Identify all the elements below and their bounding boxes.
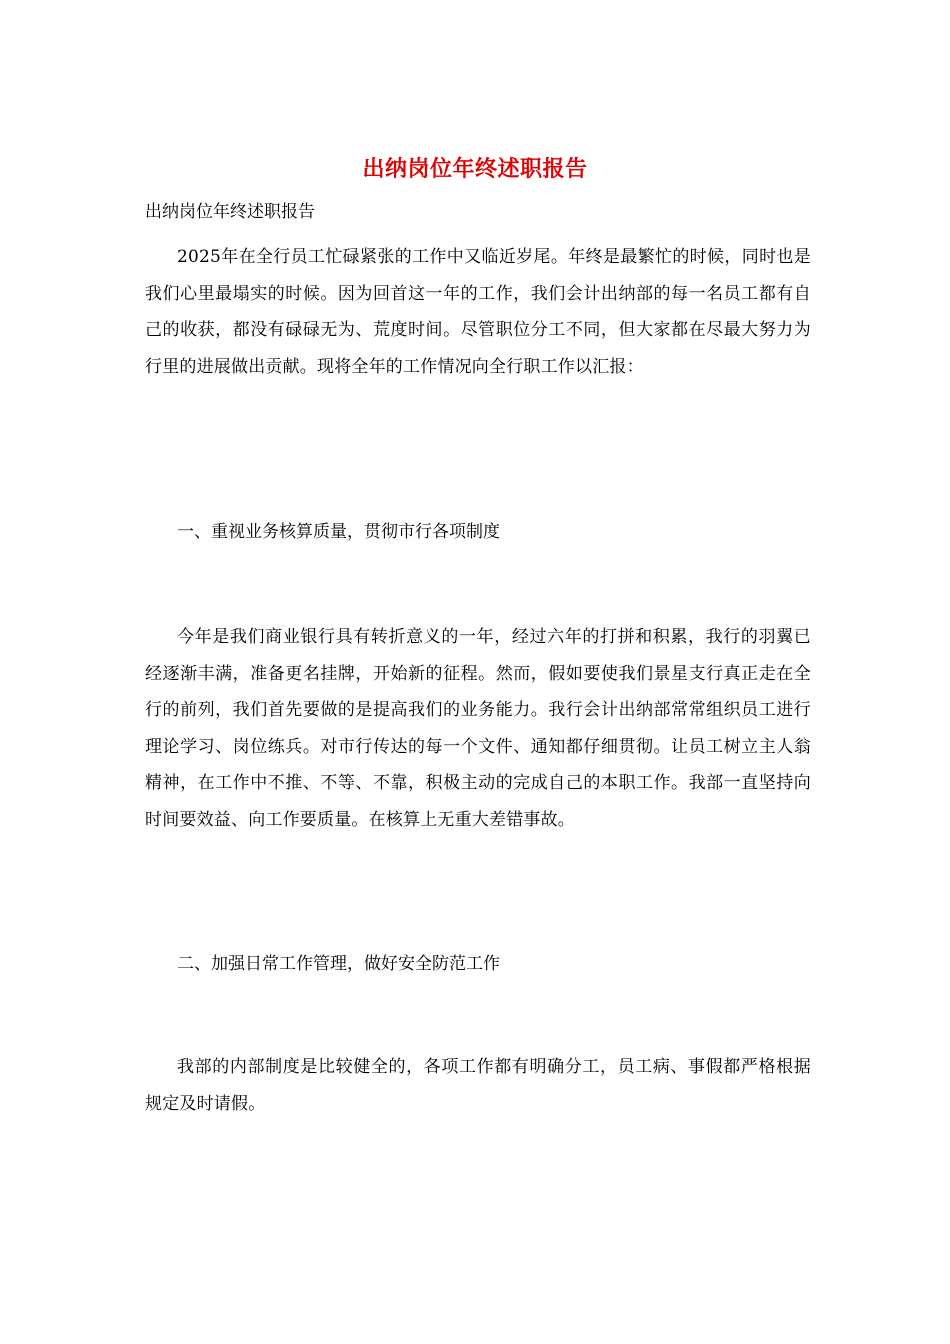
document-title: 出纳岗位年终述职报告: [362, 156, 588, 182]
section-1-heading: 一、重视业务核算质量，贯彻市行各项制度: [177, 522, 500, 542]
section-1-paragraph: 今年是我们商业银行具有转折意义的一年，经过六年的打拼和积累，我行的羽翼已经逐渐丰满，准备更名挂牌，开始新的征程。然而，假如要使我们景星支行真正走在全行的前列，我们首先要做的是提高我们的业务能力。我行会计出纳部常常组织员工进行理论学习、岗位练兵。对市行传达的每一个文件、通知都仔细贯彻。让员工树立主人翁精神，在工作中不推、不等、不靠，积极主动的完成自己的本职工作。我部一直坚持向时间要效益、向工作要质量。在核算上无重大差错事故。: [145, 627, 811, 830]
document-subtitle: 出纳岗位年终述职报告: [145, 202, 315, 222]
intro-paragraph: 2025年在全行员工忙碌紧张的工作中又临近岁尾。年终是最繁忙的时候，同时也是我们心里最塌实的时候。因为回首这一年的工作，我们会计出纳部的每一名员工都有自己的收获，都没有碌碌无为、荒度时间。尽管职位分工不同，但大家都在尽最大努力为行里的进展做出贡献。现将全年的工作情况向全行职工作以汇报：: [145, 247, 811, 377]
section-2-paragraph: 我部的内部制度是比较健全的，各项工作都有明确分工，员工病、事假都严格根据规定及时请假。: [145, 1057, 811, 1114]
section-2-heading: 二、加强日常工作管理，做好安全防范工作: [177, 954, 500, 974]
